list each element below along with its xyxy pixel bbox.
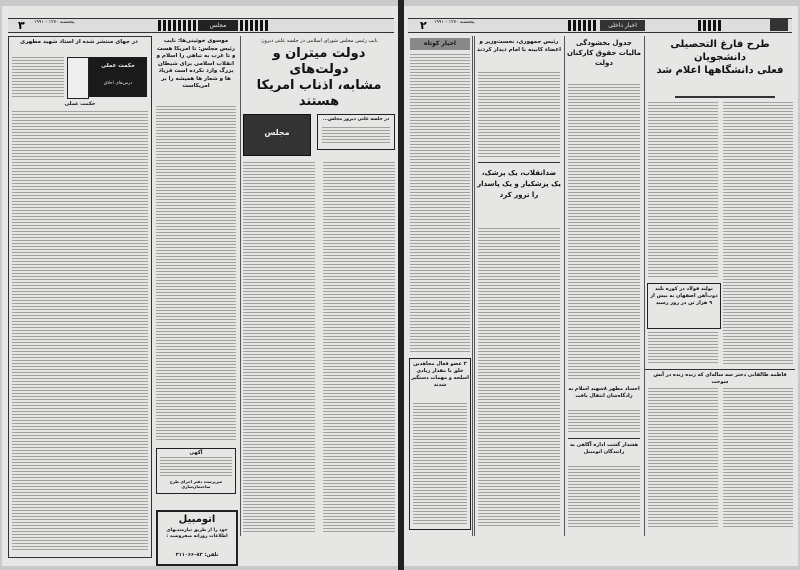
column-2	[474, 36, 563, 536]
short-news-banner	[410, 38, 470, 50]
photo	[243, 114, 311, 156]
divider	[568, 438, 640, 439]
subheading: حکمت عملی	[64, 101, 96, 107]
main-story	[240, 36, 397, 536]
date-line: پنجشنبه ۱۳۷۰ – ۱۹۹۱	[34, 20, 75, 25]
body-text	[410, 54, 470, 354]
body-text	[478, 228, 560, 528]
body-text	[723, 388, 793, 529]
notice-footer: سرپرست دفتر اجرای طرح ساختمان‌سازی	[169, 479, 223, 489]
story-box	[647, 283, 721, 329]
ad-title: اتومبیل	[178, 514, 216, 525]
header-bars	[568, 20, 598, 31]
notice-title: آگهی	[189, 450, 203, 456]
body-text	[322, 127, 390, 145]
page-number: ۲	[420, 19, 427, 32]
body-text	[156, 106, 236, 442]
header-bars	[240, 20, 270, 31]
book-subtitle: درس‌های اخلاق	[103, 81, 133, 86]
left-page	[2, 6, 398, 566]
ad-phone: تلفن: ۸۳–۳۱۱۰۶۶	[175, 552, 219, 558]
body-text	[243, 162, 315, 532]
column-classifieds	[8, 36, 152, 558]
right-page	[404, 6, 798, 566]
story-headline: تولید فولاد در کوره بلند ذوب‌آهن اصفهان به بیش از ۹ هزار تن در روز رسید	[650, 286, 718, 306]
story-headline: ضدانقلاب، یک پزشک، یک پزشکیار و یک پاسدار را ترور کرد	[477, 169, 561, 199]
body-text	[648, 332, 718, 364]
short-news-title: اخبار کوتاه	[424, 40, 456, 47]
headline-line-1: دولت میتران و دولت‌های	[272, 46, 366, 77]
car-ad	[156, 510, 238, 566]
story-headline: فاطمه طالقانی دختر سه ساله‌ای که زنده زنده در آتش سوخت	[653, 372, 787, 385]
short-news-column	[408, 36, 473, 536]
body-text	[160, 457, 232, 477]
body-text	[478, 72, 560, 158]
ad-body: خود را از طریق نیازمندیهای اطلاعات روزانه میفروشید :	[166, 528, 228, 539]
body-text	[648, 102, 718, 278]
book-ad	[89, 57, 147, 97]
notice-box	[156, 448, 236, 494]
column-headline: موسوی خوئینی‌ها: نایب رئیس مجلس: تا امریکا هست و تا غرب به تباهی را اسلام و انقلاب اسلامی برای شیطان بزرگ وارد نکرده است فریاد ها و شعار ها همیشه را بر امریکاست	[156, 38, 236, 89]
divider	[675, 96, 775, 98]
headline-line-2: مشابه، اذناب امریکا هستند	[256, 78, 382, 109]
book-icon	[67, 57, 89, 99]
section-label: اخبار داخلی	[600, 20, 645, 31]
story-headline: رئیس جمهوری، نخست‌وزیر و اعضاء کابینه با امام دیدار کردند	[477, 39, 561, 53]
story-headline: ۳ عضو فعال مجاهدین خلق با مقدار زیادی اسلحه و مهمات دستگیر شدند	[411, 361, 469, 388]
logo-icon	[770, 19, 788, 31]
column-3	[564, 36, 643, 536]
column-2	[154, 36, 236, 558]
headline-line-1: طرح فارغ التحصیلی دانشجویان	[670, 39, 770, 63]
divider	[478, 162, 560, 163]
section-label: مجلس	[198, 20, 238, 31]
body-text	[323, 162, 395, 532]
story-headline: جدول بخشودگی مالیات حقوق کارکنان دولت	[567, 39, 641, 67]
photo-caption: مجلس	[264, 128, 290, 137]
headline-line-2: فعلی دانشگاهها اعلام شد	[656, 65, 784, 76]
body-text	[568, 410, 640, 434]
header-bars	[158, 20, 198, 31]
header-bars	[698, 20, 722, 31]
date-line: پنجشنبه ۱۳۷۰ – ۱۹۹۱	[434, 20, 475, 25]
body-text	[568, 466, 640, 528]
story-headline: اجساد مطهر ۸شهید اسلام به زادگاه‌شان انتقال یافت	[568, 386, 640, 399]
body-text	[568, 84, 640, 380]
body-text	[12, 57, 64, 97]
page-header	[408, 18, 792, 33]
story-headline: هشدار گشت اداره آگاهی به رانندگان اتومبیل	[569, 442, 639, 455]
body-text	[723, 102, 793, 364]
body-text	[12, 111, 148, 551]
page-header	[8, 18, 394, 33]
page-number: ۳	[18, 19, 25, 32]
body-text	[413, 403, 467, 525]
divider	[645, 369, 795, 370]
sidebar-text: در جلسه علنی دیروز مجلس...	[322, 117, 390, 122]
column-headline: در جهای منتشر شده از استاد شهید مطهری	[20, 39, 138, 45]
story-box	[409, 358, 471, 530]
main-story	[644, 36, 795, 536]
book-title: حکمت عملی	[101, 63, 135, 69]
story-kicker: نایب رئیس مجلس شورای اسلامی در جلسه علنی دیروز:	[260, 38, 378, 44]
body-text	[648, 388, 718, 529]
sidebar-box	[317, 114, 395, 150]
